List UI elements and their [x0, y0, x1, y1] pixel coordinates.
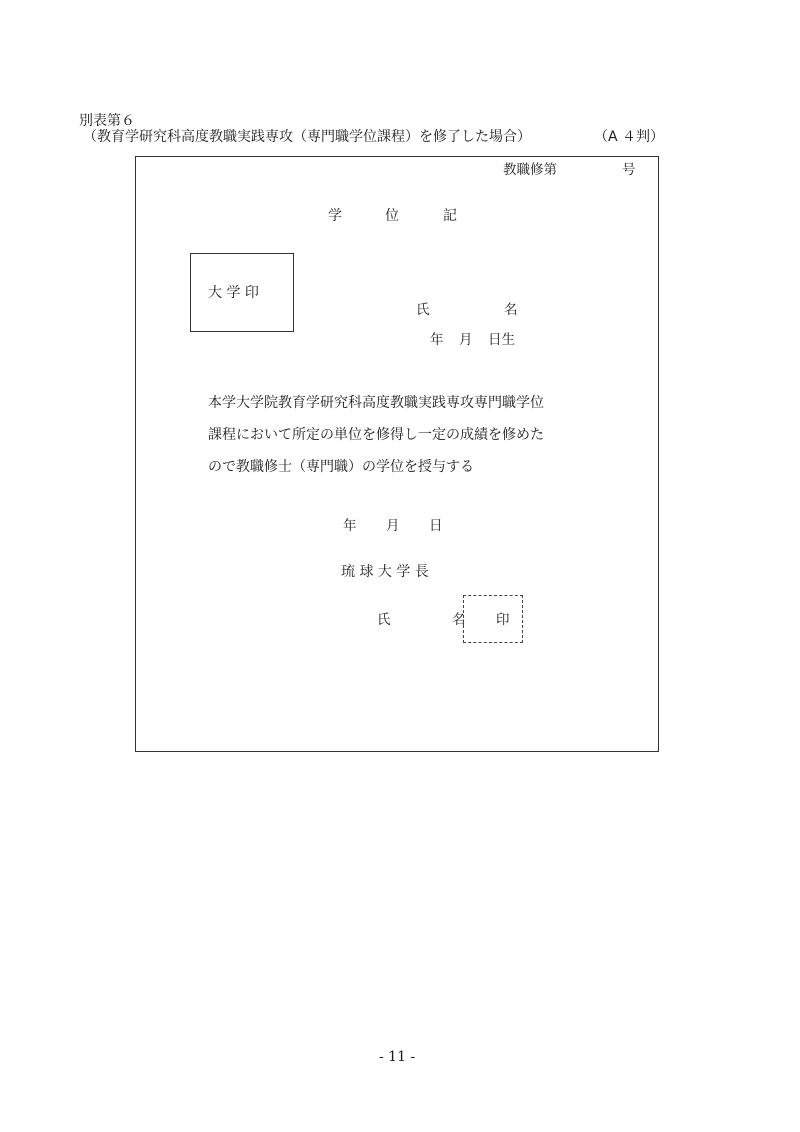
certificate-title-char-2: 位 — [385, 208, 399, 224]
certificate-title-char-1: 学 — [328, 208, 342, 224]
recipient-name-char-1: 氏 — [416, 302, 430, 318]
president-name-char-1: 氏 — [377, 612, 391, 628]
president-seal-label: 印 — [496, 612, 510, 628]
birth-day-label: 日生 — [488, 332, 515, 348]
table-reference: 別表第６ — [79, 113, 135, 129]
issue-month-label: 月 — [386, 518, 400, 534]
recipient-name-char-2: 名 — [504, 302, 518, 318]
page-number: - 11 - — [379, 1049, 416, 1065]
issue-year-label: 年 — [343, 518, 357, 534]
university-seal-label: 大 学 印 — [208, 285, 259, 301]
document-subtitle: （教育学研究科高度教職実践専攻（専門職学位課程）を修了した場合） — [83, 129, 531, 145]
body-line-2: 課程において所定の単位を修得し一定の成績を修めた — [208, 427, 544, 443]
birth-month-label: 月 — [459, 332, 473, 348]
president-seal-box — [463, 595, 523, 643]
certificate-frame — [135, 156, 659, 752]
paper-size-label: （A ４判） — [594, 129, 665, 145]
president-name-char-2: 名 — [452, 612, 466, 628]
certificate-number-prefix: 教職修第 — [503, 162, 557, 178]
certificate-number-suffix: 号 — [622, 162, 636, 178]
body-line-1: 本学大学院教育学研究科高度教職実践専攻専門職学位 — [208, 395, 544, 411]
issue-day-label: 日 — [429, 518, 443, 534]
certificate-title-char-3: 記 — [443, 208, 457, 224]
birth-year-label: 年 — [430, 332, 444, 348]
president-title: 琉 球 大 学 長 — [341, 564, 429, 580]
body-line-3: ので教職修士（専門職）の学位を授与する — [208, 459, 474, 475]
